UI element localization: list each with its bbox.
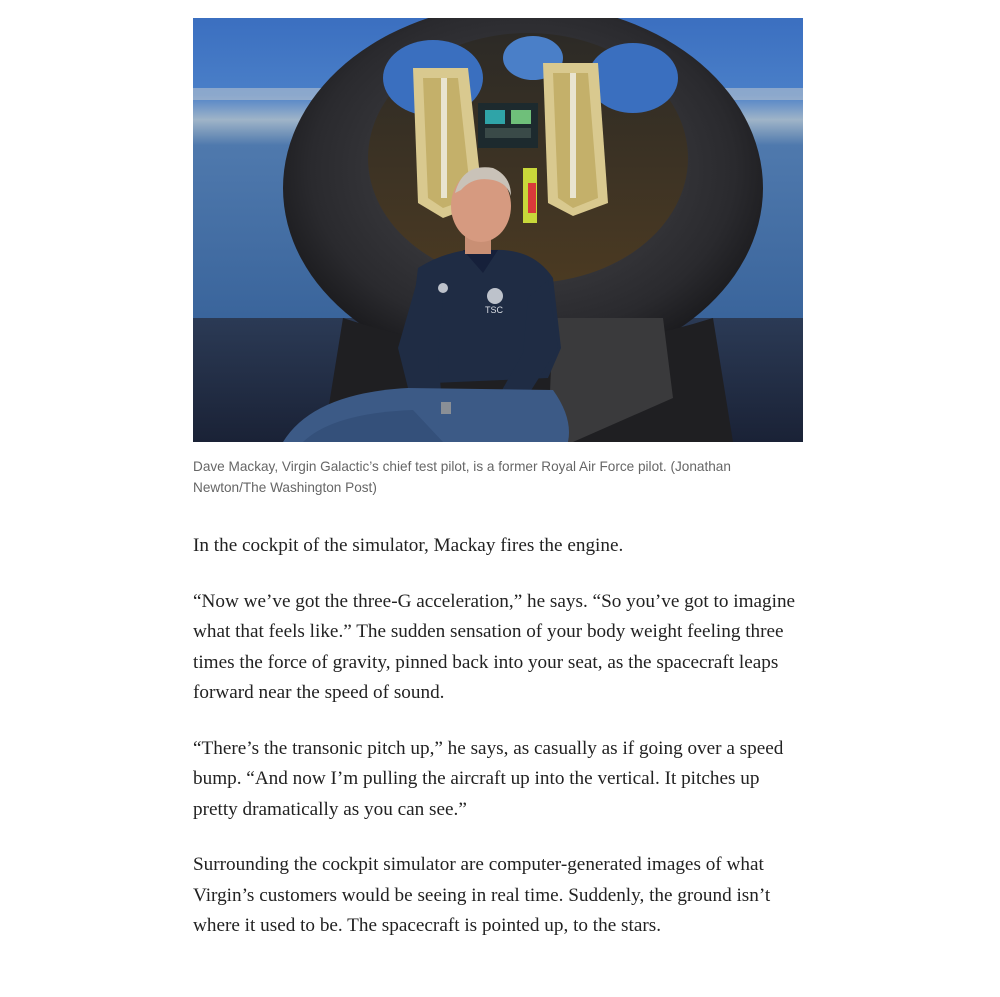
article-photo [193, 18, 803, 442]
shirt-logo-text: TSC [485, 305, 503, 315]
article-body [193, 18, 805, 942]
article-paragraph: “Now we’ve got the three-G acceleration,” he says. “So you’ve got to imagine what that feels like.” The sudden sensation of your body weight feeling three times the force of gravity, pinned back into your seat, as the spacecraft leaps forward near the speed of sound. [193, 590, 796, 703]
article-paragraph: “There’s the transonic pitch up,” he says, as casually as if going over a speed bump. “And now I’m pulling the aircraft up into the vertical. It pitches up pretty dramatically as you can see.” [193, 737, 784, 820]
article-paragraph: Surrounding the cockpit simulator are computer-generated images of what Virgin’s customers would be seeing in real time. Suddenly, the ground isn’t where it used to be. The spacecraft is pointed up, to the stars. [193, 854, 771, 936]
photo-caption: Dave Mackay, Virgin Galactic’s chief test pilot, is a former Royal Air Force pilot. (Jonathan Newton/The Washington Post) [193, 459, 731, 495]
article-paragraph: In the cockpit of the simulator, Mackay fires the engine. [193, 535, 624, 556]
photo-illustration [193, 18, 803, 442]
